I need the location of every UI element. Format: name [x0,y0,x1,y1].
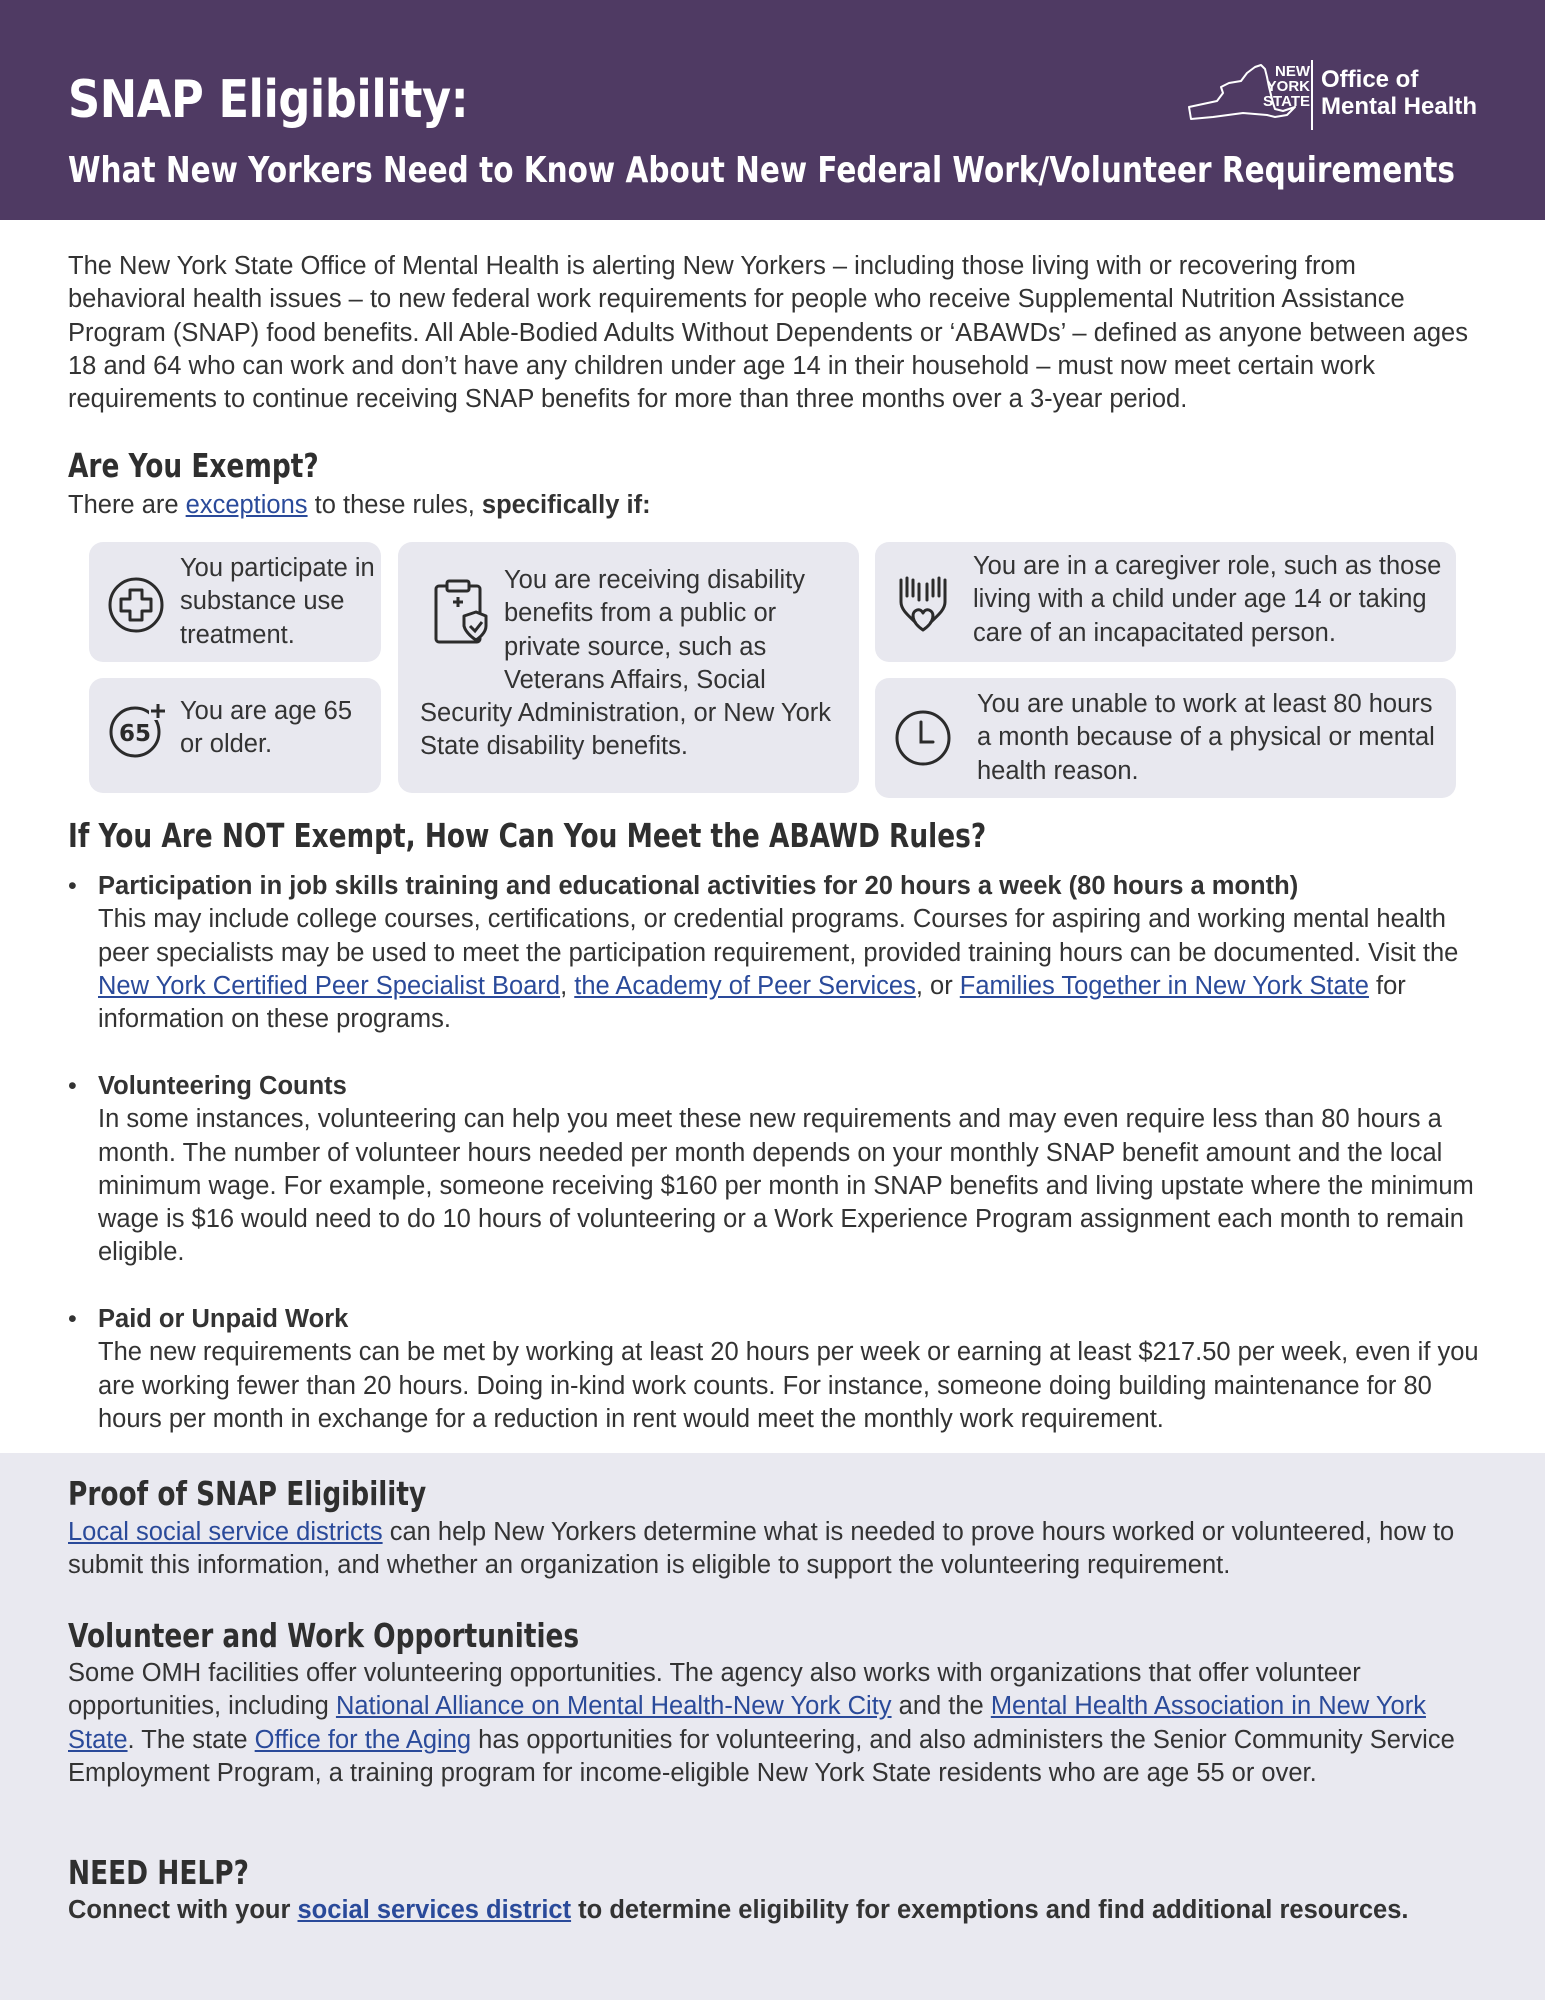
bullet-body-text: for information on these programs. [98,971,1406,1034]
logo-state-line: STATE [1263,93,1310,110]
exemption-text [420,564,850,764]
bullet-body-text: This may include college courses, certifications, or credential programs. Courses for aspiring and working mental health peer specialists may be used to meet the participation requirement, provided training hours can be documented. Visit the [98,905,1459,967]
mental-health-association-link[interactable]: Mental Health Association in New York State [68,1692,1426,1754]
intro-paragraph: The New York State Office of Mental Health is alerting New Yorkers – including those living with or recovering from behavioral health issues – to new federal work requirements for people who receive Supplemental Nutrition Assistance Program (SNAP) food benefits. All Able-Bodied Adults Without Dependents or ‘ABAWDs’ – defined as anyone between ages 18 and 64 who can work and don’t have any children under age 14 in their household – must now meet certain work requirements to continue receiving SNAP benefits for more than three months over a 3-year period. [68,252,1468,414]
clock-icon [893,708,953,768]
header-banner [0,0,1545,220]
medical-cross-icon [107,576,165,634]
social-services-district-link[interactable]: social services district [297,1896,572,1924]
abawd-rules-heading: If You Are NOT Exempt, How Can You Meet the ABAWD Rules? [68,816,987,855]
logo-office-line: Office of [1321,66,1419,93]
exceptions-link[interactable]: exceptions [185,491,308,519]
separator-text: , or [915,971,960,1000]
academy-of-peer-services-link[interactable]: the Academy of Peer Services [574,971,916,1000]
nami-nyc-link[interactable]: National Alliance on Mental Health-New York City [335,1692,892,1721]
page-subtitle: What New Yorkers Need to Know About New Federal Work/Volunteer Requirements [68,150,1455,191]
separator-text: , [560,971,575,1000]
exemption-text: You are in a caregiver role, such as those living with a child under age 14 or taking care of an incapacitated person. [973,552,1442,647]
proof-text: can help New Yorkers determine what is needed to prove hours worked or volunteered, how to submit this information, and whether an organization is eligible to support the volunteering requirement. [68,1518,1455,1580]
proof-heading: Proof of SNAP Eligibility [68,1474,427,1513]
exemption-text: You participate in substance use treatment. [180,554,375,649]
bullet-title: Participation in job skills training and educational activities for 20 hours a week (80 hours a month) [98,872,1299,900]
exemption-text-body: You are receiving disability benefits from a public or private source, such as Veterans Affairs, Social Security Administration, or New York State disability benefits. [420,566,832,761]
bullet-body: The new requirements can be met by working at least 20 hours per week or earning at least $217.50 per week, even if you are working fewer than 20 hours. Doing in-kind work counts. For instance, someone doing building maintenance for 80 hours per month in exchange for a reduction in rent would meet the monthly work requirement. [98,1338,1479,1433]
bullet-body: In some instances, volunteering can help you meet these new requirements and may even require less than 80 hours a month. The number of volunteer hours needed per month depends on your monthly SNAP benefit amount and the local minimum wage. For example, someone receiving $160 per month in SNAP benefits and living upstate where the minimum wage is $16 would need to do 10 hours of volunteering or a Work Experience Program assignment each month to remain eligible. [98,1105,1474,1267]
office-for-the-aging-link[interactable]: Office for the Aging [254,1725,472,1754]
opportunities-heading: Volunteer and Work Opportunities [68,1616,580,1655]
exemption-card-age [89,678,381,793]
opportunities-paragraph [68,1657,1478,1790]
need-help-line [68,1894,1408,1927]
exempt-lead-text: There are [68,491,186,519]
exemption-card-disability [398,542,859,793]
logo-office-line: Mental Health [1321,93,1478,120]
proof-paragraph [68,1516,1478,1583]
logo-state-line: YORK [1266,78,1310,95]
families-together-link[interactable]: Families Together in New York State [959,971,1369,1000]
need-help-heading: NEED HELP? [68,1853,249,1892]
bullet-dot: • [68,1305,77,1333]
bullet-dot: • [68,1072,77,1100]
nys-omh-logo [1183,58,1483,138]
bullet-title: Volunteering Counts [98,1072,347,1100]
logo-state-line: NEW [1275,63,1310,80]
exemption-card-substance [89,542,381,662]
bullet-title: Paid or Unpaid Work [98,1305,349,1333]
icon-text-wrap-spacer [420,564,504,664]
opportunities-text: . The state [127,1725,255,1754]
exemption-text: You are unable to work at least 80 hours a month because of a physical or mental health reason. [977,690,1435,785]
page-title: SNAP Eligibility: [68,70,469,130]
peer-specialist-board-link[interactable]: New York Certified Peer Specialist Board [98,971,561,1000]
bullet-body [98,903,1498,1036]
age-65-plus-icon [107,700,169,762]
exempt-heading: Are You Exempt? [68,446,319,485]
help-text: to determine eligibility for exemptions and find additional resources. [571,1896,1409,1924]
logo-office-wordmark [1321,66,1477,120]
logo-state-wordmark [1248,64,1310,109]
opportunities-text: Some OMH facilities offer volunteering opportunities. The agency also works with organizations that offer volunteer opportunities, including [68,1659,1361,1721]
opportunities-text: and the [891,1692,991,1721]
hands-heart-icon [891,570,955,634]
exempt-lead-bold: specifically if: [481,491,651,519]
exemption-card-caregiver [875,542,1456,662]
exemption-text: You are age 65 or older. [180,697,353,759]
logo-divider [1311,60,1313,130]
help-text: Connect with your [68,1896,298,1924]
bullet-dot: • [68,872,77,900]
exempt-lead [68,489,651,522]
age-badge-text: 65 [118,721,152,747]
opportunities-text: has opportunities for volunteering, and also administers the Senior Community Service Employment Program, a training program for income-eligible New York State residents who are age 55 or over. [68,1725,1455,1787]
exempt-lead-text: to these rules, [307,491,482,519]
exemption-card-unable-to-work [875,678,1456,798]
local-social-service-districts-link[interactable]: Local social service districts [68,1518,383,1546]
